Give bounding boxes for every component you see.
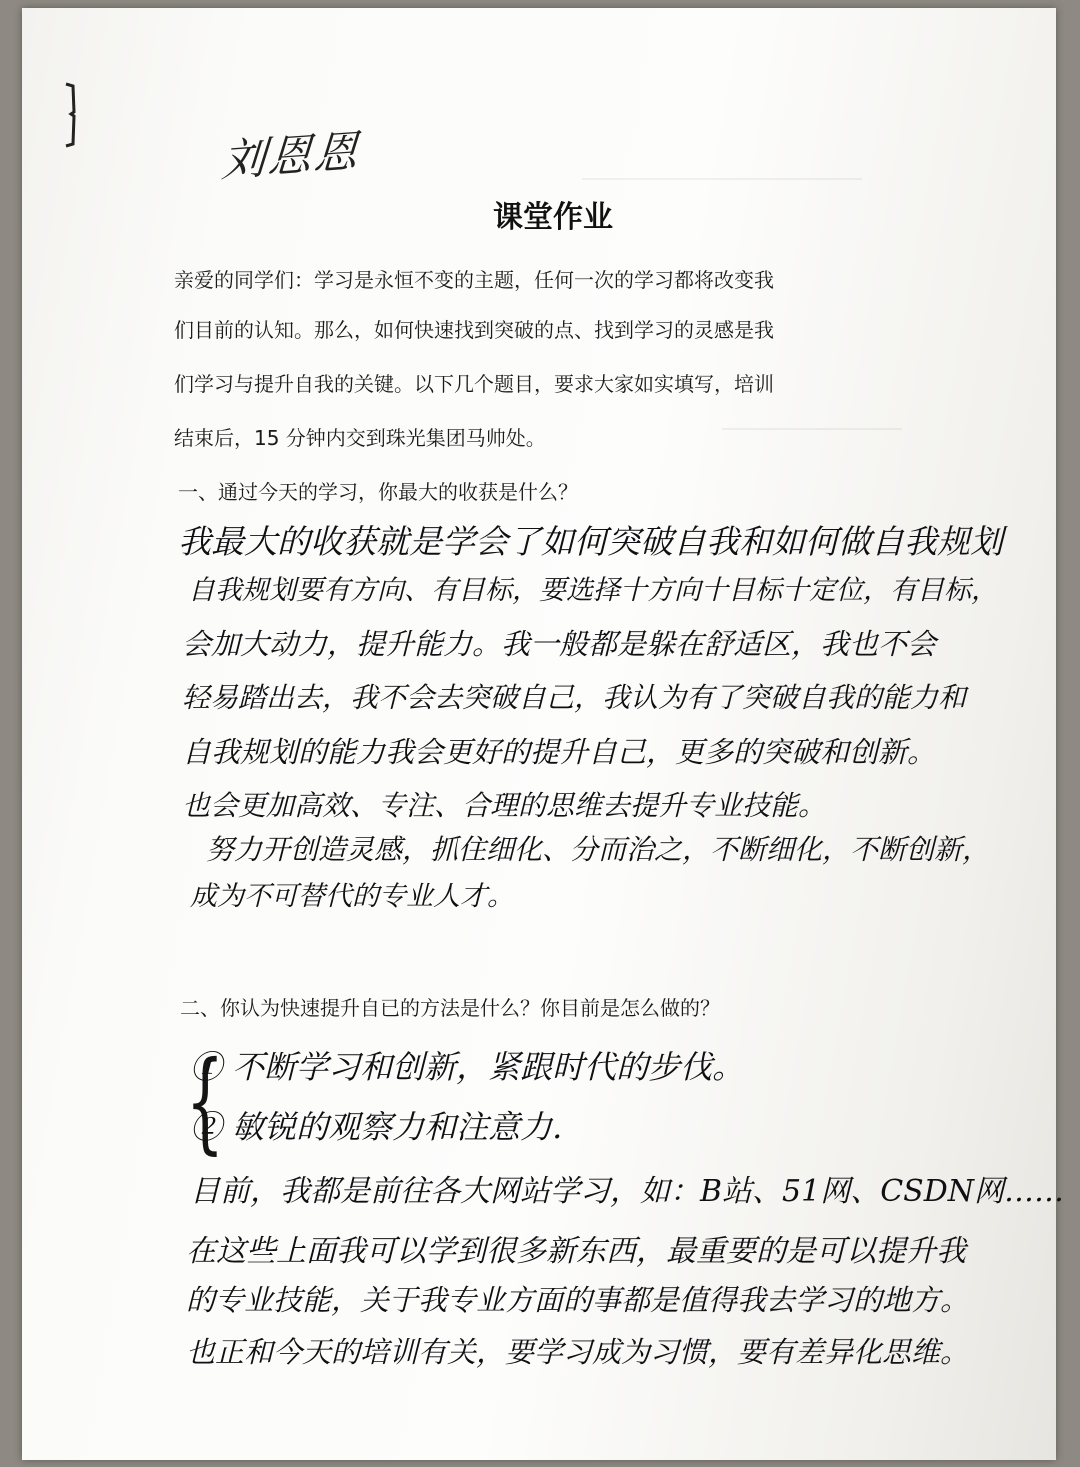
answer-1-line: 自我规划的能力我会更好的提升自己，更多的突破和创新。	[182, 735, 937, 769]
page-title: 课堂作业	[493, 200, 613, 235]
question-2: 二、你认为快速提升自已的方法是什么？你目前是怎么做的？	[180, 996, 720, 1020]
answer-1-line: 也会更加高效、专注、合理的思维去提升专业技能。	[182, 789, 827, 822]
binding-clip-icon	[62, 82, 78, 148]
bleed-through-mark	[582, 178, 862, 180]
answer-2-line: 目前，我都是前往各大网站学习，如：B站、51网、CSDN网……	[190, 1174, 1065, 1209]
answer-1-line: 成为不可替代的专业人才。	[190, 881, 514, 912]
answer-1-line: 自我规划要有方向、有目标，要选择十方向十目标十定位，有目标，	[188, 575, 998, 606]
answer-1-line: 努力开创造灵感，抓住细化、分而治之，不断细化，不断创新，	[206, 833, 991, 866]
answer-2-point: ① 不断学习和创新，紧跟时代的步伐。	[190, 1048, 745, 1086]
bleed-through-mark	[722, 428, 902, 430]
answer-1-line: 我最大的收获就是学会了如何突破自我和如何做自我规划	[178, 522, 1003, 561]
answer-1-line: 轻易踏出去，我不会去突破自己，我认为有了突破自我的能力和	[182, 681, 967, 714]
intro-line: 结束后，15 分钟内交到珠光集团马帅处。	[174, 426, 546, 450]
answer-2-line: 在这些上面我可以学到很多新东西，最重要的是可以提升我	[186, 1234, 966, 1269]
question-1: 一、通过今天的学习，你最大的收获是什么？	[178, 480, 578, 504]
homework-sheet	[22, 8, 1065, 1460]
student-signature: 刘恩恩	[220, 126, 362, 188]
intro-line: 们目前的认知。那么，如何快速找到突破的点、找到学习的灵感是我	[174, 318, 774, 342]
answer-2-line: 也正和今天的培训有关，要学习成为习惯，要有差异化思维。	[186, 1335, 970, 1369]
answer-2-point: ② 敏锐的观察力和注意力.	[190, 1108, 563, 1146]
intro-line: 们学习与提升自我的关键。以下几个题目，要求大家如实填写，培训	[174, 372, 774, 396]
answer-2-line: 的专业技能，关于我专业方面的事都是值得我去学习的地方。	[186, 1283, 970, 1317]
brace-mark: {	[185, 1037, 225, 1165]
intro-line: 亲爱的同学们：学习是永恒不变的主题，任何一次的学习都将改变我	[174, 268, 774, 292]
answer-1-line: 会加大动力，提升能力。我一般都是躲在舒适区，我也不会	[182, 627, 937, 661]
